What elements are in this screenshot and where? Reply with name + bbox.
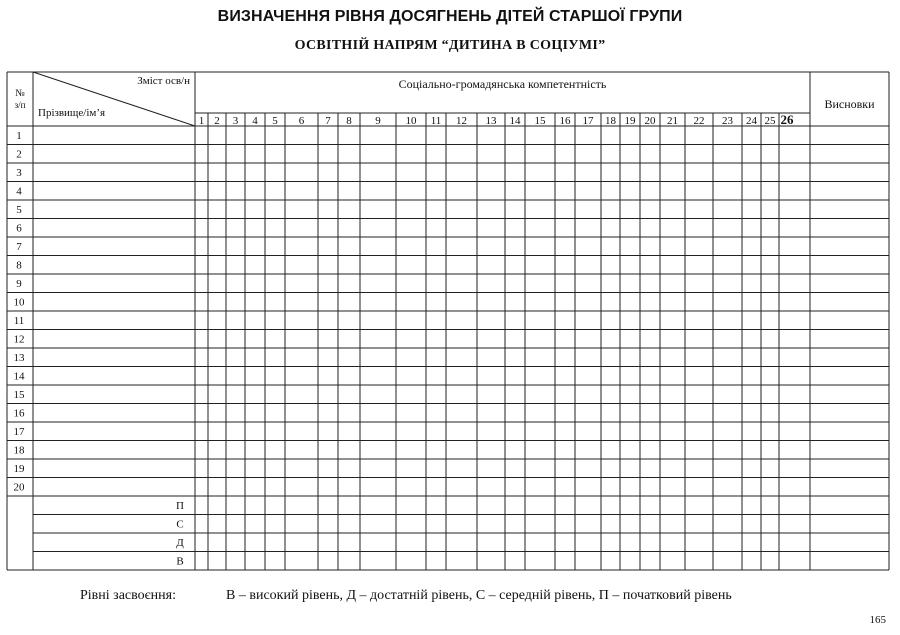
level-label: Д (176, 537, 184, 549)
row-number: 7 (16, 241, 22, 253)
criterion-number: 4 (252, 115, 258, 127)
criterion-number: 11 (430, 115, 442, 127)
legend (80, 588, 732, 604)
criterion-number: 16 (559, 115, 571, 127)
page-number: 165 (869, 614, 886, 626)
row-number: 17 (13, 426, 25, 438)
row-number: 19 (13, 463, 25, 475)
level-label: С (176, 518, 184, 531)
row-number: 10 (13, 296, 25, 309)
page-title: ВИЗНАЧЕННЯ РІВНЯ ДОСЯГНЕНЬ ДІТЕЙ СТАРШОЇ ГРУПИ (217, 8, 683, 25)
row-number: 12 (13, 333, 25, 346)
criterion-number: 24 (746, 115, 757, 127)
criterion-number: 23 (722, 115, 733, 127)
page-subtitle: ОСВІТНІЙ НАПРЯМ “ДИТИНА В СОЦІУМІ” (294, 38, 606, 53)
criterion-number: 1 (198, 115, 205, 127)
criterion-number: 2 (214, 115, 220, 127)
row-number: 18 (13, 444, 25, 457)
row-number: 4 (16, 185, 22, 198)
level-label: В (176, 555, 184, 568)
competence-group-header: Соціально-громадянська компетентність (398, 77, 607, 91)
criterion-number: 17 (582, 115, 594, 127)
criterion-number: 13 (485, 115, 497, 127)
number-header: № (15, 88, 25, 99)
criterion-number: 3 (232, 115, 239, 127)
criterion-number: 7 (325, 115, 331, 127)
criterion-number: 8 (346, 115, 352, 127)
legend-text: В – високий рівень, Д – достатній рівень, С – середній рівень, П – початковий рівень (226, 588, 732, 603)
diagonal-header-bottom: Прізвище/ім’я (38, 107, 106, 119)
criterion-number: 18 (605, 115, 616, 127)
conclusions-header: Висновки (824, 97, 875, 111)
row-number: 5 (16, 204, 22, 216)
criterion-number: 19 (624, 115, 636, 127)
row-number: 8 (16, 259, 22, 272)
legend-label: Рівні засвоєння: (80, 588, 176, 603)
row-number: 1 (16, 130, 22, 142)
row-number: 6 (16, 222, 22, 235)
criterion-number: 9 (375, 115, 381, 127)
criterion-number: 14 (509, 115, 521, 127)
row-number: 20 (13, 481, 25, 494)
row-number: 3 (16, 167, 22, 179)
criterion-number: 5 (272, 115, 278, 127)
criterion-number: 20 (644, 115, 656, 127)
criterion-number: 15 (534, 115, 546, 127)
row-number: 13 (13, 352, 25, 364)
row-number: 9 (16, 278, 22, 290)
level-label: П (176, 500, 184, 512)
number-header-sub: з/п (14, 100, 26, 110)
criterion-number: 25 (764, 115, 776, 127)
criterion-number: 26 (780, 112, 794, 127)
row-number: 15 (13, 389, 25, 401)
row-number: 2 (16, 148, 22, 161)
criterion-number: 21 (667, 115, 678, 127)
row-number: 11 (13, 315, 25, 327)
criterion-number: 10 (405, 115, 417, 127)
diagonal-header-top: Зміст осв/н (137, 75, 190, 87)
row-number: 14 (13, 370, 25, 383)
criterion-number: 6 (298, 115, 305, 127)
criterion-number: 22 (693, 115, 705, 127)
row-number: 16 (13, 407, 25, 420)
criterion-number: 12 (456, 115, 467, 127)
